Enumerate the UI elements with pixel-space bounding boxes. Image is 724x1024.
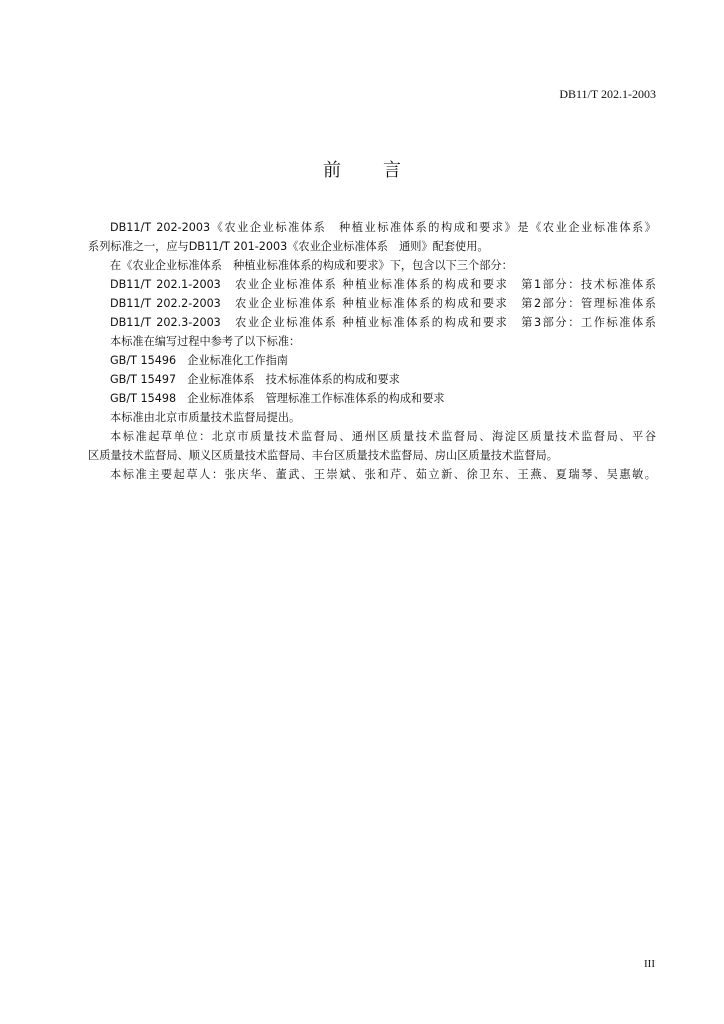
title-char-1: 前 — [323, 160, 341, 181]
paragraph-line: GB/T 15498 企业标准体系 管理标准工作标准体系的构成和要求 — [110, 392, 445, 405]
paragraph-line: 本标准主要起草人：张庆华、董武、王崇斌、张和芹、茹立新、徐卫东、王燕、夏瑞琴、吴惠敏。 — [110, 468, 656, 481]
paragraph-line: 本标准由北京市质量技术监督局提出。 — [110, 411, 301, 424]
page-title — [0, 156, 724, 182]
paragraph-line: DB11/T 202.2-2003 农业企业标准体系 种植业标准体系的构成和要求 第2部分：管理标准体系 — [110, 297, 656, 310]
paragraph-line: DB11/T 202-2003《农业企业标准体系 种植业标准体系的构成和要求》是《农业企业标准体系》 — [110, 221, 656, 234]
page-number: III — [644, 958, 655, 970]
paragraph-line: 在《农业企业标准体系 种植业标准体系的构成和要求》下，包含以下三个部分： — [110, 259, 513, 272]
foreword-body — [88, 218, 656, 484]
paragraph-line: DB11/T 202.1-2003 农业企业标准体系 种植业标准体系的构成和要求 第1部分：技术标准体系 — [110, 278, 656, 291]
paragraph-line: 系列标准之一，应与DB11/T 201-2003《农业企业标准体系 通则》配套使用。 — [88, 240, 489, 253]
paragraph-line: 本标准在编写过程中参考了以下标准： — [110, 335, 301, 348]
paragraph-line: GB/T 15496 企业标准化工作指南 — [110, 354, 288, 367]
paragraph-line: 本标准起草单位：北京市质量技术监督局、通州区质量技术监督局、海淀区质量技术监督局、平谷 — [110, 430, 656, 443]
paragraph-line: DB11/T 202.3-2003 农业企业标准体系 种植业标准体系的构成和要求 第3部分：工作标准体系 — [110, 316, 656, 329]
title-char-2: 言 — [383, 160, 401, 181]
paragraph-line: 区质量技术监督局、顺义区质量技术监督局、丰台区质量技术监督局、房山区质量技术监督局。 — [88, 449, 558, 462]
paragraph-line: GB/T 15497 企业标准体系 技术标准体系的构成和要求 — [110, 373, 400, 386]
header-doc-code: DB11/T 202.1-2003 — [559, 87, 656, 101]
